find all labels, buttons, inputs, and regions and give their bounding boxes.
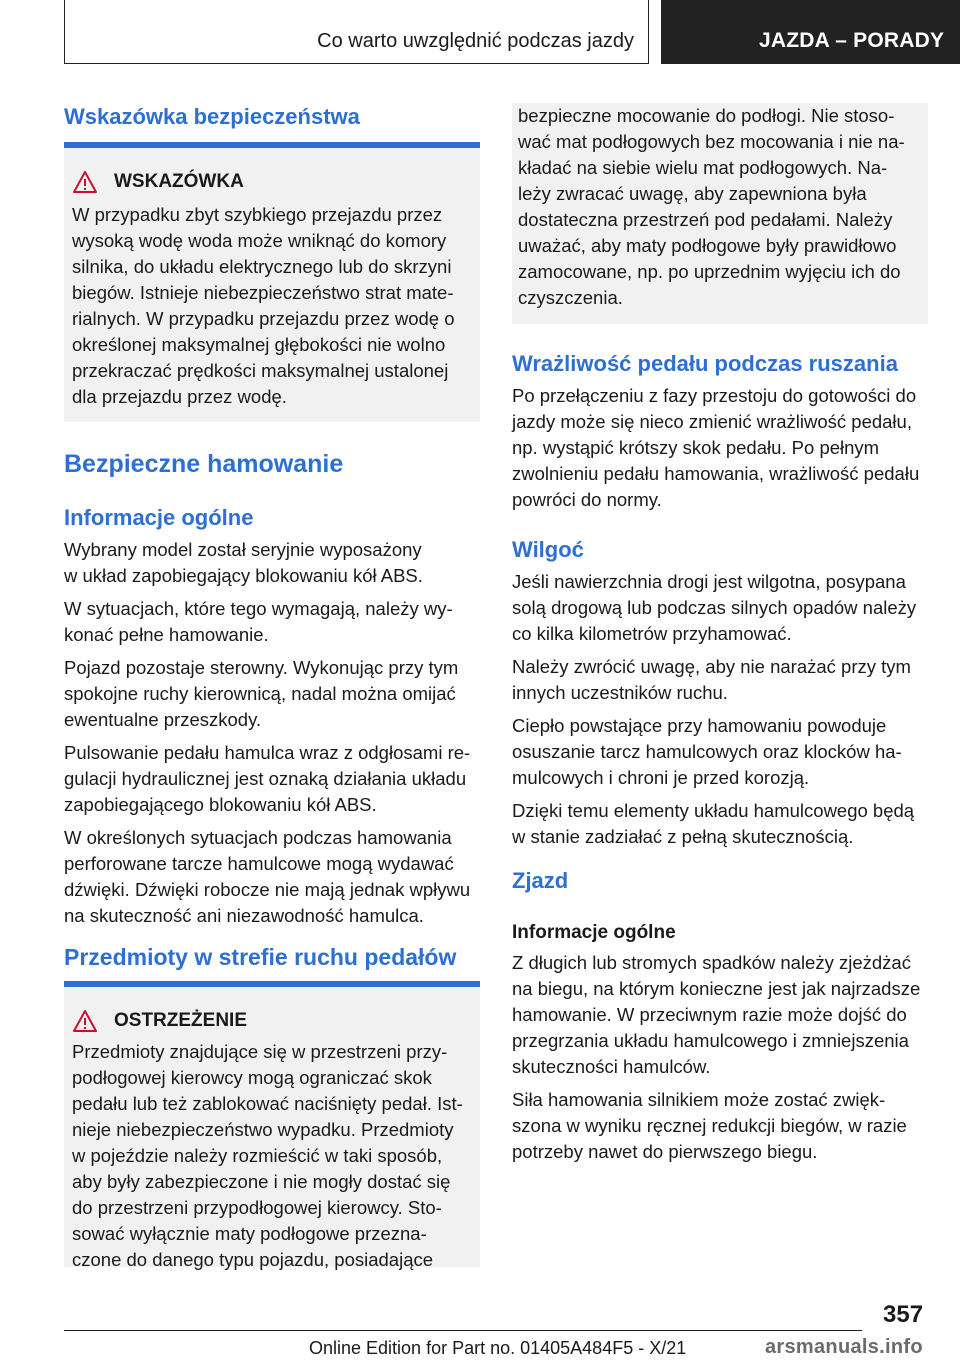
- text-line: jazdy może się nieco zmienić wrażliwość pedału,: [512, 411, 912, 432]
- text-line: co kilka kilometrów przyhamować.: [512, 623, 792, 644]
- note-line: czyszczenia.: [518, 287, 623, 308]
- text-line: na biegu, na którym konieczne jest jak najrzadsze: [512, 978, 921, 999]
- note-body: [72, 202, 477, 410]
- moisture-text: [512, 569, 928, 850]
- note-line: kładać na siebie wielu mat podłogowych. Na-: [518, 157, 888, 178]
- note-box-hint: [64, 148, 480, 422]
- note-line: rialnych. W przypadku przejazdu przez wodę o: [72, 308, 455, 329]
- paragraph: [512, 654, 928, 706]
- watermark: arsmanuals.info: [765, 1336, 923, 1358]
- paragraph: [512, 1087, 928, 1165]
- text-line: zapobiegającego blokowaniu kół ABS.: [64, 794, 377, 815]
- text-line: perforowane tarcze hamulcowe mogą wydawać: [64, 853, 454, 874]
- moisture-heading: Wilgoć: [512, 537, 584, 562]
- paragraph: [512, 569, 928, 647]
- text-line: W sytuacjach, które tego wymagają, należy wy-: [64, 598, 453, 619]
- note-box-warning: [64, 987, 480, 1270]
- note-line: uważać, aby maty podłogowe były prawidłowo: [518, 235, 897, 256]
- safety-heading: Wskazówka bezpieczeństwa: [64, 104, 360, 129]
- text-line: Pojazd pozostaje sterowny. Wykonując przy tym: [64, 657, 459, 678]
- text-line: Jeśli nawierzchnia drogi jest wilgotna, posypana: [512, 571, 906, 592]
- note-line: silnika, do układu elektrycznego lub do skrzyni: [72, 256, 452, 277]
- note-line: aby były zabezpieczone i nie mogły dostać się: [72, 1171, 451, 1192]
- text-line: Dzięki temu elementy układu hamulcowego będą: [512, 800, 915, 821]
- text-line: osuszanie tarcz hamulcowych oraz klocków ha-: [512, 741, 902, 762]
- paragraph: [64, 825, 480, 929]
- text-line: Pulsowanie pedału hamulca wraz z odgłosami re-: [64, 742, 471, 763]
- text-line: mulcowych i chroni je przed korozją.: [512, 767, 810, 788]
- note-box-warning-continued: [512, 103, 928, 324]
- note-line: biegów. Istnieje niebezpieczeństwo strat mate-: [72, 282, 454, 303]
- note-line: określonej maksymalnej głębokości nie wolno: [72, 334, 446, 355]
- descent-text: [512, 950, 928, 1165]
- text-line: w układ zapobiegający blokowaniu kół ABS.: [64, 565, 423, 586]
- header-title-box: [64, 0, 649, 64]
- text-line: np. wystąpić krótszy skok pedału. Po pełnym: [512, 437, 880, 458]
- note-line: zamocowane, np. po uprzednim wyjęciu ich do: [518, 261, 901, 282]
- braking-heading: Bezpieczne hamowanie: [64, 450, 344, 478]
- chapter-tab-label: JAZDA – PORADY: [759, 29, 945, 52]
- note-line: W przypadku zbyt szybkiego przejazdu przez: [72, 204, 443, 225]
- warning-triangle-icon: [72, 170, 98, 194]
- text-line: Ciepło powstające przy hamowaniu powoduje: [512, 715, 887, 736]
- text-line: potrzeby nawet do pierwszego biegu.: [512, 1141, 818, 1162]
- paragraph: [512, 950, 928, 1080]
- text-line: przegrzania układu hamulcowego i zmniejszenia: [512, 1030, 909, 1051]
- paragraph: [64, 655, 480, 733]
- text-line: Należy zwrócić uwagę, aby nie narażać przy tym: [512, 656, 911, 677]
- warning-triangle-icon: [72, 1009, 98, 1033]
- note-line: nieje niebezpieczeństwo wypadku. Przedmioty: [72, 1119, 454, 1140]
- note-label: OSTRZEŻENIE: [114, 1010, 248, 1031]
- note-line: podłogowej kierowcy mogą ograniczać skok: [72, 1067, 432, 1088]
- text-line: spokojne ruchy kierownicą, nadal można omijać: [64, 683, 456, 704]
- paragraph: [512, 713, 928, 791]
- paragraph: [512, 798, 928, 850]
- paragraph: [64, 596, 480, 648]
- descent-heading: Zjazd: [512, 868, 569, 893]
- text-line: hamowanie. W przeciwnym razie może dojść do: [512, 1004, 907, 1025]
- note-header: [72, 170, 244, 194]
- braking-text: [64, 537, 480, 929]
- note-header: [72, 1009, 247, 1033]
- note-body: [72, 1039, 477, 1273]
- paragraph: [64, 740, 480, 818]
- sensitivity-heading: Wrażliwość pedału podczas ruszania: [512, 351, 898, 376]
- objects-heading: Przedmioty w strefie ruchu pedałów: [64, 944, 457, 970]
- note-line: w pojeździe należy rozmieścić w taki sposób,: [72, 1145, 443, 1166]
- text-line: Po przełączeniu z fazy przestoju do gotowości do: [512, 385, 917, 406]
- text-line: konać pełne hamowanie.: [64, 624, 269, 645]
- sensitivity-text: [512, 383, 928, 513]
- note-line: pedału lub też zablokować naciśnięty pedał. Ist-: [72, 1093, 463, 1114]
- note-line: wysoką wodę woda może wniknąć do komory: [72, 230, 447, 251]
- footer-divider: [64, 1330, 862, 1331]
- paragraph: [64, 537, 480, 589]
- note-line: sować wyłącznie maty podłogowe przezna-: [72, 1223, 427, 1244]
- note-label: WSKAZÓWKA: [114, 171, 244, 192]
- note-line: do przestrzeni przypodłogowej kierowcy. Sto-: [72, 1197, 442, 1218]
- note-line: Przedmioty znajdujące się w przestrzeni przy-: [72, 1041, 448, 1062]
- section-title: Co warto uwzględnić podczas jazdy: [317, 30, 634, 52]
- text-line: powróci do normy.: [512, 489, 662, 510]
- text-line: dźwięki. Dźwięki robocze nie mają jednak wpływu: [64, 879, 471, 900]
- note-line: bezpieczne mocowanie do podłogi. Nie stoso-: [518, 105, 895, 126]
- note-line: leży zwracać uwagę, aby zapewniona była: [518, 183, 867, 204]
- text-line: szona w wyniku ręcznej redukcji biegów, w razie: [512, 1115, 907, 1136]
- text-line: w stanie zadziałać z pełną skutecznością.: [512, 826, 854, 847]
- text-line: innych uczestników ruchu.: [512, 682, 728, 703]
- descent-general-heading: Informacje ogólne: [512, 922, 676, 943]
- note-line: wać mat podłogowych bez mocowania i nie na-: [518, 131, 905, 152]
- text-line: zwolnieniu pedału hamowania, wrażliwość pedału: [512, 463, 920, 484]
- text-line: Wybrany model został seryjnie wyposażony: [64, 539, 422, 560]
- note-line: dla przejazdu przez wodę.: [72, 386, 287, 407]
- chapter-tab: [661, 0, 960, 64]
- note-line: przekraczać prędkości maksymalnej ustalonej: [72, 360, 449, 381]
- page-number: 357: [883, 1301, 924, 1328]
- footer-edition: Online Edition for Part no. 01405A484F5 - X/21: [309, 1338, 687, 1358]
- text-line: ewentualne przeszkody.: [64, 709, 262, 730]
- text-line: solą drogową lub podczas silnych opadów należy: [512, 597, 917, 618]
- text-line: W określonych sytuacjach podczas hamowania: [64, 827, 452, 848]
- note-line: czone do danego typu pojazdu, posiadające: [72, 1249, 434, 1270]
- general-heading: Informacje ogólne: [64, 505, 254, 530]
- note-body: [518, 103, 926, 311]
- text-line: Z długich lub stromych spadków należy zjeżdżać: [512, 952, 911, 973]
- note-line: dostateczna przestrzeń pod pedałami. Należy: [518, 209, 893, 230]
- text-line: Siła hamowania silnikiem może zostać zwięk-: [512, 1089, 886, 1110]
- text-line: skuteczności hamulców.: [512, 1056, 711, 1077]
- text-line: na skuteczność ani niezawodność hamulca.: [64, 905, 424, 926]
- text-line: gulacji hydraulicznej jest oznaką działania układu: [64, 768, 467, 789]
